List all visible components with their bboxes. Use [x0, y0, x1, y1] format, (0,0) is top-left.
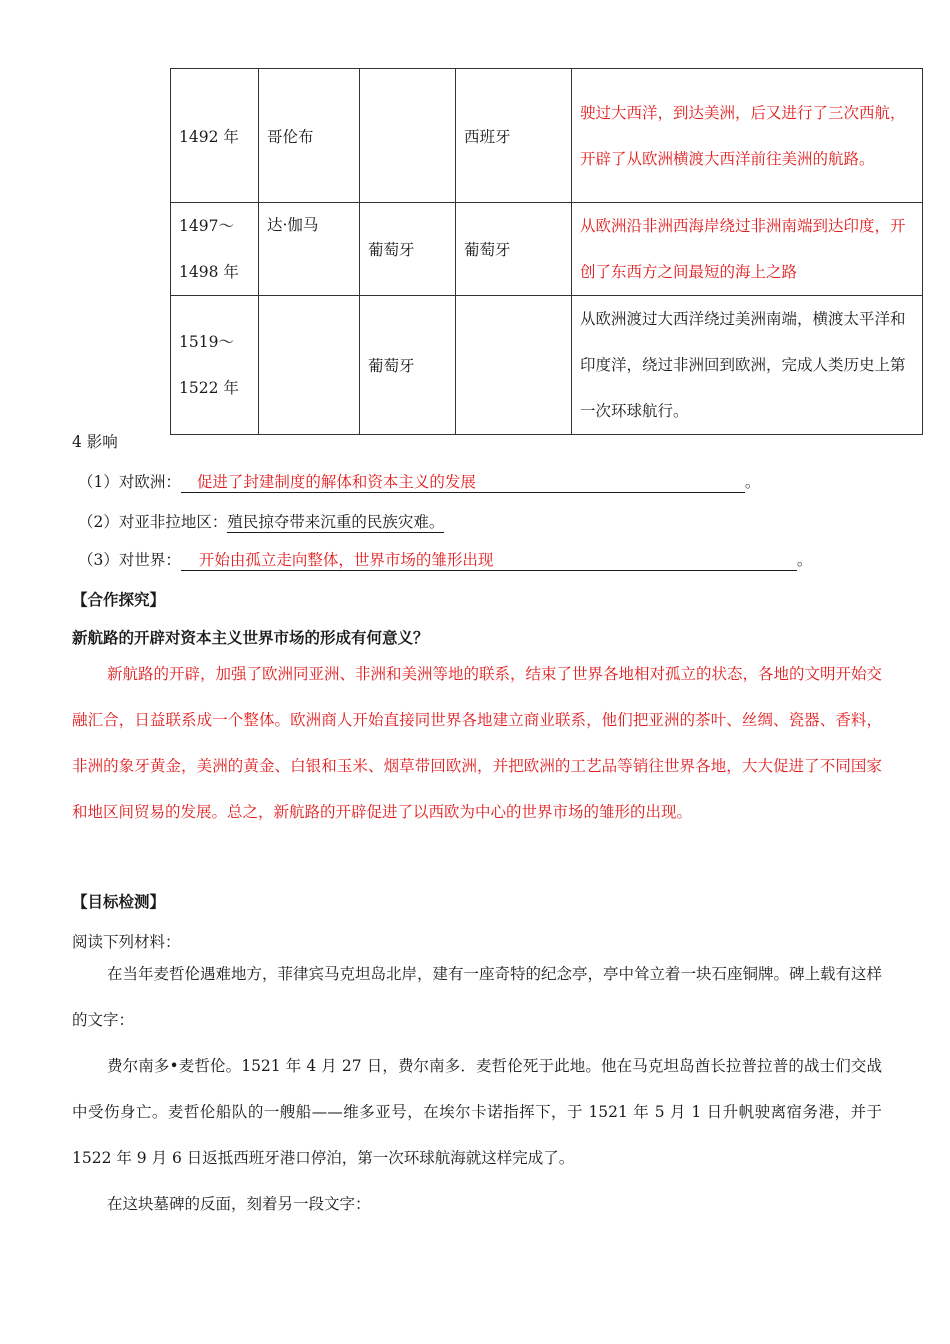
year-cell: 1497～1498 年 [171, 203, 259, 296]
route-cell: 从欧洲渡过大西洋绕过美洲南端，横渡太平洋和印度洋，绕过非洲回到欧洲，完成人类历史上第一次环球航行。 [572, 296, 923, 435]
sponsor-cell: 葡萄牙 [360, 296, 456, 435]
country-cell: 葡萄牙 [456, 203, 572, 296]
voyages-table [170, 68, 923, 435]
cooperation-answer-block [72, 651, 882, 835]
sponsor-cell: 葡萄牙 [360, 203, 456, 296]
world-label: （3）对世界： [78, 551, 181, 569]
country-cell: 西班牙 [456, 69, 572, 203]
target-intro: 阅读下列材料： [72, 933, 181, 951]
table-row [171, 203, 923, 296]
sponsor-cell [360, 69, 456, 203]
navigator-cell: 哥伦布 [259, 69, 360, 203]
navigator-cell: 达·伽马 [259, 203, 360, 296]
asia-answer: 殖民掠夺带来沉重的民族灾难。 [227, 513, 445, 531]
end-mark: 。 [744, 473, 761, 491]
europe-label: （1）对欧洲： [78, 473, 181, 491]
material-p1: 在当年麦哲伦遇难地方，菲律宾马克坦岛北岸，建有一座奇特的纪念亭，亭中耸立着一块石座铜牌。碑上载有这样的文字： [72, 965, 883, 1029]
europe-answer: 促进了封建制度的解体和资本主义的发展 [196, 473, 476, 491]
world-answer-blank [181, 550, 797, 571]
material-p2: 费尔南多•麦哲伦。1521 年 4 月 27 日，费尔南多．麦哲伦死于此地。他在马克坦岛酋长拉普拉普的战士们交战中受伤身亡。麦哲伦船队的一艘船——维多亚号，在埃尔卡诺指挥下，于 1521 年 5 月 1 日升帆驶离宿务港，并于 1522 年 9 月 6 日返抵西班牙港口停泊，第一次环球航海就这样完成了。 [72, 1057, 882, 1167]
table-row [171, 296, 923, 435]
cooperation-question: 新航路的开辟对资本主义世界市场的形成有何意义？ [72, 628, 429, 647]
influence-europe [78, 470, 760, 493]
year-cell: 1492 年 [171, 69, 259, 203]
influence-world [78, 548, 812, 571]
target-heading: 【目标检测】 [72, 892, 166, 911]
influence-asia [78, 510, 444, 533]
navigator-cell [259, 296, 360, 435]
asia-label: （2）对亚非拉地区： [78, 513, 228, 531]
material-block [72, 951, 882, 1227]
table-row [171, 69, 923, 203]
europe-answer-blank [181, 472, 745, 493]
country-cell [456, 296, 572, 435]
route-cell: 从欧洲沿非洲西海岸绕过非洲南端到达印度，开创了东西方之间最短的海上之路 [572, 203, 923, 296]
cooperation-heading: 【合作探究】 [72, 590, 166, 609]
cooperation-answer: 新航路的开辟，加强了欧洲同亚洲、非洲和美洲等地的联系，结束了世界各地相对孤立的状态，各地的文明开始交融汇合，日益联系成一个整体。欧洲商人开始直接同世界各地建立商业联系，他们把亚洲的茶叶、丝绸、瓷器、香料，非洲的象牙黄金，美洲的黄金、白银和玉米、烟草带回欧洲，并把欧洲的工艺品等销往世界各地，大大促进了不同国家和地区间贸易的发展。总之，新航路的开辟促进了以西欧为中心的世界市场的雏形的出现。 [72, 665, 883, 821]
route-cell: 驶过大西洋，到达美洲，后又进行了三次西航，开辟了从欧洲横渡大西洋前往美洲的航路。 [572, 69, 923, 203]
world-answer: 开始由孤立走向整体，世界市场的雏形出现 [198, 551, 494, 569]
year-cell: 1519～1522 年 [171, 296, 259, 435]
end-mark: 。 [796, 551, 813, 569]
influence-heading: 4 影响 [72, 433, 118, 451]
material-p3: 在这块墓碑的反面，刻着另一段文字： [107, 1195, 371, 1213]
